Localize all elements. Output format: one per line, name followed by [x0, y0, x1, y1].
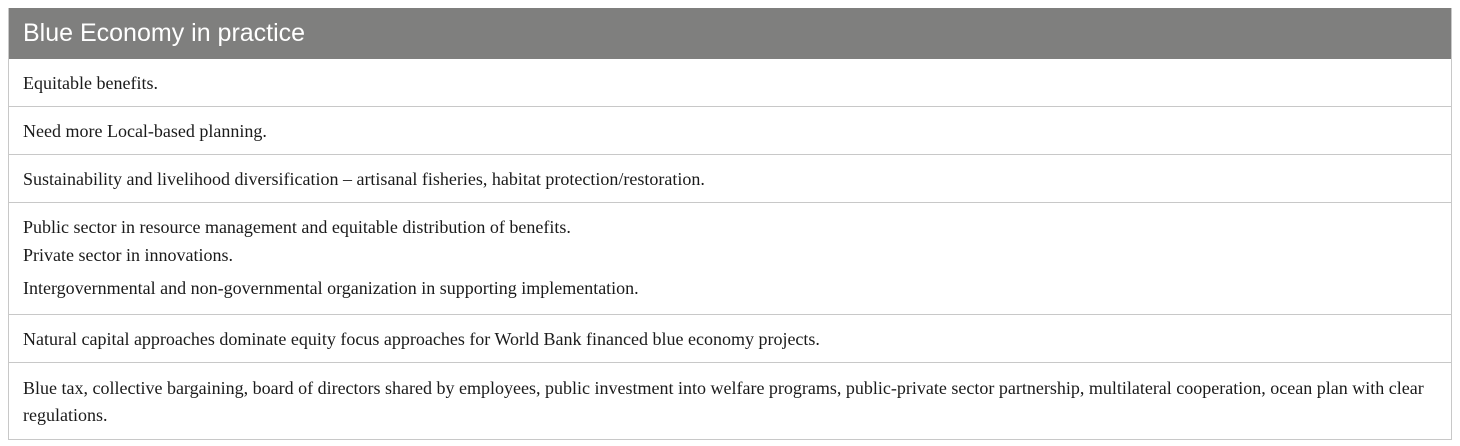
- table-cell: Blue tax, collective bargaining, board of directors shared by employees, public investment into welfare programs, public-private sector partnership, multilateral cooperation, ocean plan with clear regulations.: [23, 378, 1424, 425]
- table-header: Blue Economy in practice: [9, 8, 1451, 59]
- table-row: [9, 107, 1451, 155]
- blue-economy-table: [8, 8, 1452, 440]
- table-cell-line: Intergovernmental and non-governmental organization in supporting implementation.: [23, 278, 639, 298]
- table-cell: Need more Local-based planning.: [23, 121, 267, 141]
- table-cell: Sustainability and livelihood diversification – artisanal fisheries, habitat protection/restoration.: [23, 169, 705, 189]
- table-row: [9, 203, 1451, 315]
- table-row: [9, 363, 1451, 440]
- table-cell: Equitable benefits.: [23, 73, 158, 93]
- table-cell: Natural capital approaches dominate equity focus approaches for World Bank financed blue economy projects.: [23, 329, 820, 349]
- table-cell-line: Private sector in innovations.: [23, 245, 233, 265]
- table-cell-line: Public sector in resource management and equitable distribution of benefits.: [23, 217, 571, 237]
- table-row: [9, 155, 1451, 203]
- table-row: [9, 59, 1451, 107]
- table-row: [9, 315, 1451, 363]
